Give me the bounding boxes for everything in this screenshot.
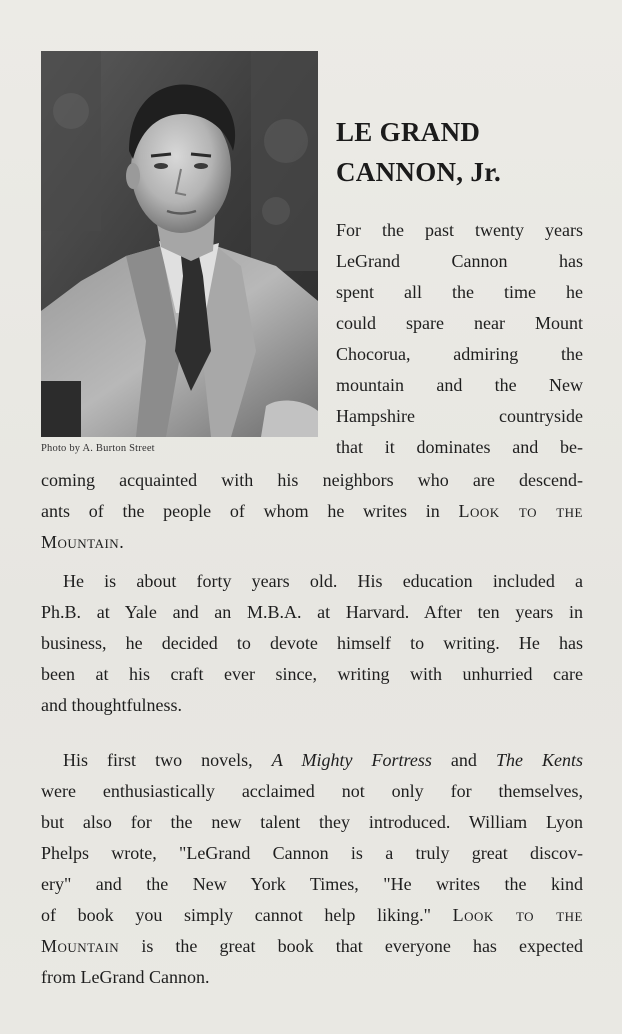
- text-line: could spare near Mount: [336, 313, 583, 333]
- text-segment: and: [450, 750, 477, 770]
- text-line: [41, 900, 583, 931]
- text-line: were enthusiastically acclaimed not only for themselves,: [41, 781, 583, 801]
- text-line: but also for the new talent they introduced. William Lyon: [41, 812, 583, 832]
- text-line: business, he decided to devote himself to writing. He has: [41, 633, 583, 653]
- text-line: Chocorua, admiring the: [336, 344, 583, 364]
- text-line: and thoughtfulness.: [41, 695, 182, 715]
- novels-paragraph: [41, 745, 583, 993]
- text-line: that it dominates and be-: [336, 437, 583, 457]
- education-paragraph: [41, 566, 583, 721]
- author-name-title: LE GRAND CANNON, Jr.: [336, 117, 502, 187]
- book-title-smallcaps: Look to the: [452, 905, 583, 925]
- text-segment: His first two novels,: [63, 750, 253, 770]
- text-line: For the past twenty years: [336, 220, 583, 240]
- text-line: coming acquainted with his neighbors who are descend-: [41, 470, 583, 490]
- book-title-smallcaps: Mountain: [41, 936, 120, 956]
- text-line: been at his craft ever since, writing with unhurried care: [41, 664, 583, 684]
- text-line: Hampshire countryside: [336, 406, 583, 426]
- novel-title: A Mighty Fortress: [271, 750, 432, 770]
- book-title-smallcaps: Mountain: [41, 532, 120, 552]
- text-line: [41, 931, 583, 962]
- intro-paragraph-right: [336, 215, 583, 463]
- text-line: Ph.B. at Yale and an M.B.A. at Harvard. After ten years in: [41, 602, 583, 622]
- author-photo: [41, 51, 318, 437]
- text-line: [41, 745, 583, 776]
- text-line: He is about forty years old. His education included a: [63, 571, 583, 591]
- text-segment: ants of the people of whom he writes in: [41, 501, 440, 521]
- text-segment: .: [119, 532, 124, 552]
- intro-paragraph-continued: [41, 465, 583, 558]
- text-line: [41, 496, 583, 527]
- photo-credit: Photo by A. Burton Street: [41, 443, 155, 454]
- text-segment: is the great book that everyone has expected: [141, 936, 584, 956]
- author-portrait-image: [41, 51, 318, 437]
- text-line: ery" and the New York Times, "He writes the kind: [41, 874, 583, 894]
- text-line: from LeGrand Cannon.: [41, 967, 210, 987]
- text-line: Phelps wrote, "LeGrand Cannon is a truly great discov-: [41, 843, 583, 863]
- novel-title: The Kents: [495, 750, 584, 770]
- text-line: [41, 527, 583, 558]
- text-line: spent all the time he: [336, 282, 583, 302]
- text-line: LeGrand Cannon has: [336, 251, 583, 271]
- text-segment: of book you simply cannot help liking.": [41, 905, 431, 925]
- book-title-smallcaps: Look to the: [458, 501, 583, 521]
- text-line: mountain and the New: [336, 375, 583, 395]
